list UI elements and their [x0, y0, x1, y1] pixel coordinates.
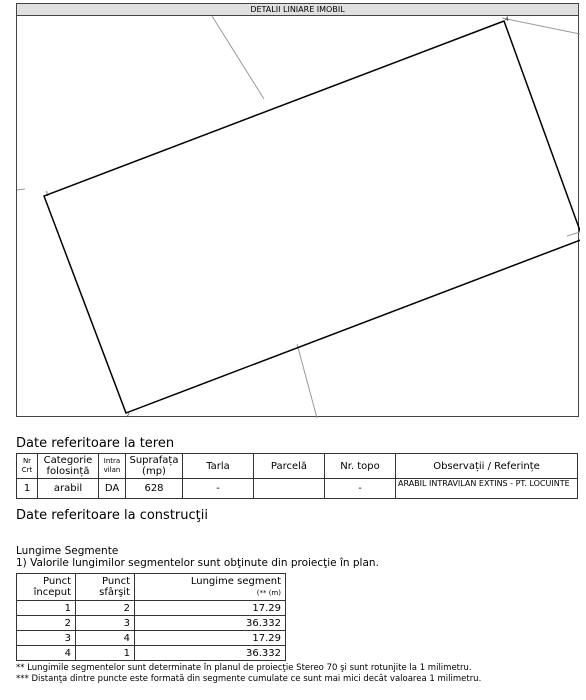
neighbor-line-2	[502, 18, 580, 34]
footnote-1: ** Lungimile segmentelor sunt determinate în planul de proiecţie Stereo 70 şi sunt rotunjite la 1 milimetru.	[16, 663, 472, 673]
cell-end: 1	[76, 646, 135, 661]
cell-start: 4	[17, 646, 76, 661]
cell-end: 3	[76, 616, 135, 631]
cell-categorie: arabil	[38, 479, 99, 499]
col-parcela: Parcelă	[254, 454, 325, 479]
segmente-title: Lungime Segmente	[16, 545, 119, 557]
cell-suprafata: 628	[126, 479, 183, 499]
neighbor-line-5	[567, 232, 580, 236]
col-suprafata: Suprafața (mp)	[126, 454, 183, 479]
point-label: 4	[505, 16, 509, 23]
point-label: 2	[126, 412, 130, 418]
col-categorie: Categorie folosință	[38, 454, 99, 479]
point-label: 1	[45, 191, 49, 198]
plan-title: DETALII LINIARE IMOBIL	[17, 4, 578, 16]
cell-end: 4	[76, 631, 135, 646]
neighbor-line-4	[297, 344, 317, 418]
cell-start: 1	[17, 601, 76, 616]
col-lungime-unit: (** (m)	[256, 588, 281, 597]
neighbor-line-1	[212, 16, 264, 99]
cell-parcela	[254, 479, 325, 499]
col-lungime	[135, 574, 286, 601]
col-intravilan: Intra vilan	[99, 454, 126, 479]
col-tarla: Tarla	[183, 454, 254, 479]
constructii-heading: Date referitoare la construcţii	[16, 508, 208, 523]
parcel-plan	[17, 4, 580, 418]
cell-length: 36.332	[135, 616, 286, 631]
cell-length: 36.332	[135, 646, 286, 661]
cell-start: 3	[17, 631, 76, 646]
cell-start: 2	[17, 616, 76, 631]
cell-tarla: -	[183, 479, 254, 499]
table-row	[17, 479, 578, 499]
plan-panel	[16, 3, 579, 417]
cell-end: 2	[76, 601, 135, 616]
cell-length: 17.29	[135, 601, 286, 616]
col-nr-topo: Nr. topo	[325, 454, 396, 479]
table-row	[17, 631, 286, 646]
table-row	[17, 601, 286, 616]
col-punct-sfarsit: Punct sfârşit	[76, 574, 135, 601]
segmente-subtitle: 1) Valorile lungimilor segmentelor sunt obţinute din proiecţie în plan.	[16, 557, 379, 569]
table-row	[17, 616, 286, 631]
table-row	[17, 646, 286, 661]
cell-length: 17.29	[135, 631, 286, 646]
neighbor-line-3	[17, 189, 25, 190]
parcel-outline	[44, 21, 580, 413]
teren-table	[16, 453, 578, 499]
cell-observatii: ARABIL INTRAVILAN EXTINS - PT. LOCUINTE	[396, 479, 578, 499]
teren-heading: Date referitoare la teren	[16, 436, 175, 451]
col-punct-inceput: Punct început	[17, 574, 76, 601]
cell-nr-topo: -	[325, 479, 396, 499]
col-lungime-label: Lungime segment	[190, 575, 281, 587]
footnote-2: *** Distanţa dintre puncte este formată din segmente cumulate ce sunt mai mici decât valoarea 1 milimetru.	[16, 674, 482, 684]
cell-intravilan: DA	[99, 479, 126, 499]
cell-nr-crt: 1	[17, 479, 38, 499]
segmente-table	[16, 573, 286, 661]
col-nr-crt: Nr Crt	[17, 454, 38, 479]
col-observatii: Observații / Referințe	[396, 454, 578, 479]
